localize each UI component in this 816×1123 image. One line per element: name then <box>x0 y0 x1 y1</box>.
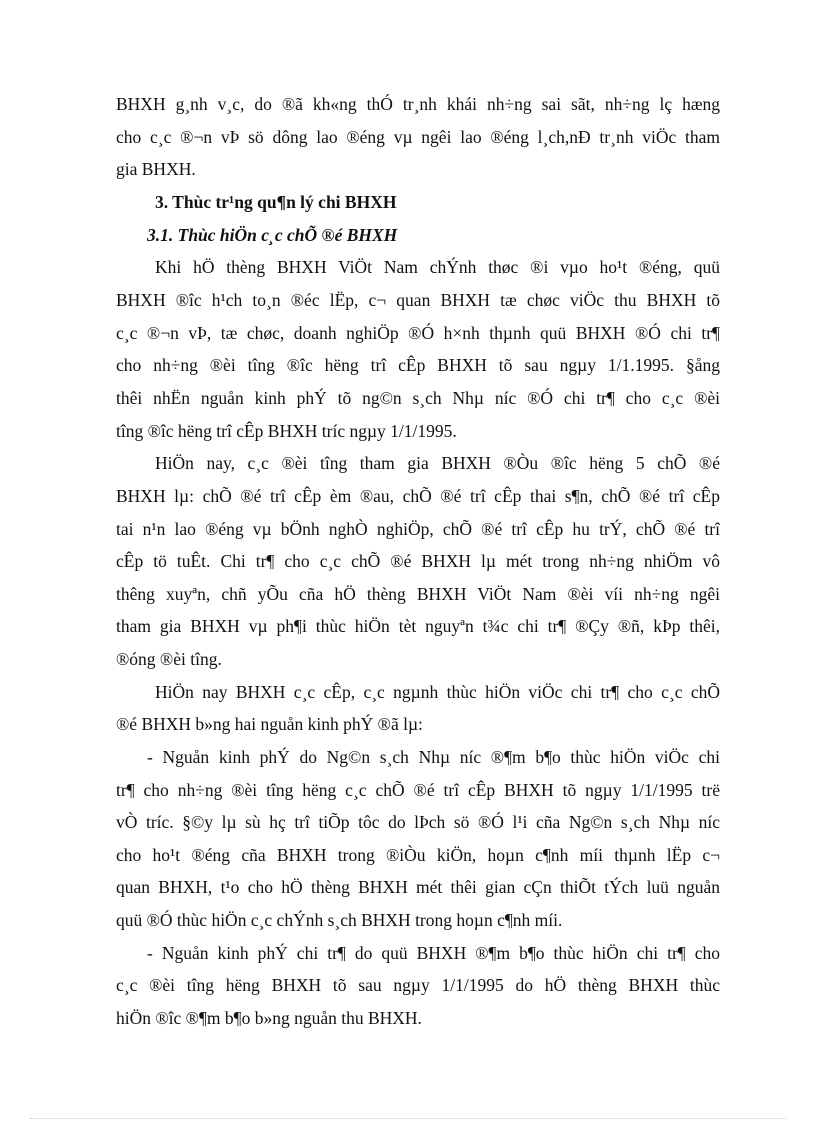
text-line: tham gia BHXH vµ ph¶i thùc hiÖn tèt nguyªn t¾c chi tr¶ ®Çy ®ñ, kÞp thêi, <box>116 616 720 636</box>
text-line: cho c¸c ®¬n vÞ sö dông lao ®éng vµ ngêi lao ®éng l¸ch,nÐ tr¸nh viÖc tham <box>116 127 720 147</box>
footer-divider <box>30 1118 786 1119</box>
text-line: BHXH lµ: chÕ ®é trî cÊp èm ®au, chÕ ®é trî cÊp thai s¶n, chÕ ®é trî cÊp <box>116 486 720 506</box>
text-line: - Nguån kinh phÝ chi tr¶ do quü BHXH ®¶m b¶o thùc hiÖn chi tr¶ cho <box>147 943 720 963</box>
text-line: thêng xuyªn, chñ yÕu cña hÖ thèng BHXH ViÖt Nam ®èi víi nh÷ng ngêi <box>116 584 720 604</box>
section-heading: 3. Thùc tr¹ng qu¶n lý chi BHXH <box>155 192 397 212</box>
subsection-heading: 3.1. Thùc hiÖn c¸c chÕ ®é BHXH <box>147 225 398 245</box>
text-line: BHXH g¸nh v¸c, do ®ã kh«ng thÓ tr¸nh khái nh÷ng sai sãt, nh÷ng lç hæng <box>116 94 720 114</box>
text-line: tai n¹n lao ®éng vµ bÖnh nghÒ nghiÖp, chÕ ®é trî cÊp hu trÝ, chÕ ®é trî <box>116 519 720 539</box>
text-line: tr¶ cho nh÷ng ®èi tîng hëng c¸c chÕ ®é trî cÊp BHXH tõ ngµy 1/1/1995 trë <box>116 780 720 800</box>
text-line: quan BHXH, t¹o cho hÖ thèng BHXH mét thêi gian cÇn thiÕt tÝch luü nguån <box>116 877 720 897</box>
text-line: cho nh÷ng ®èi tîng ®îc hëng trî cÊp BHXH tõ sau ngµy 1/1.1995. §ång <box>116 355 720 375</box>
text-line: Khi hÖ thèng BHXH ViÖt Nam chÝnh thøc ®i vµo ho¹t ®éng, quü <box>155 257 720 277</box>
text-line: quü ®Ó thùc hiÖn c¸c chÝnh s¸ch BHXH trong hoµn c¶nh míi. <box>116 910 563 930</box>
text-line: ®é BHXH b»ng hai nguån kinh phÝ ®ã lµ: <box>116 714 423 734</box>
text-line: cho ho¹t ®éng cña BHXH trong ®iÒu kiÖn, hoµn c¶nh míi thµnh lËp c¬ <box>116 845 720 865</box>
text-line: gia BHXH. <box>116 159 196 179</box>
text-line: c¸c ®¬n vÞ, tæ chøc, doanh nghiÖp ®Ó h×nh thµnh quü BHXH ®Ó chi tr¶ <box>116 323 720 343</box>
text-line: thêi nhËn nguån kinh phÝ tõ ng©n s¸ch Nhµ níc ®Ó chi tr¶ cho c¸c ®èi <box>116 388 720 408</box>
text-line: hiÖn ®îc ®¶m b¶o b»ng nguån thu BHXH. <box>116 1008 422 1028</box>
text-line: cÊp tö tuÊt. Chi tr¶ cho c¸c chÕ ®é BHXH lµ mét trong nh÷ng nhiÖm vô <box>116 551 720 571</box>
text-line: vÒ tríc. §©y lµ sù hç trî tiÕp tôc do lÞch sö ®Ó l¹i cña Ng©n s¸ch Nhµ níc <box>116 812 720 832</box>
text-line: HiÖn nay, c¸c ®èi tîng tham gia BHXH ®Òu ®îc hëng 5 chÕ ®é <box>155 453 720 473</box>
text-line: - Nguån kinh phÝ do Ng©n s¸ch Nhµ níc ®¶m b¶o thùc hiÖn viÖc chi <box>147 747 720 767</box>
text-line: HiÖn nay BHXH c¸c cÊp, c¸c ngµnh thùc hiÖn viÖc chi tr¶ cho c¸c chÕ <box>155 682 720 702</box>
text-line: ®óng ®èi tîng. <box>116 649 222 669</box>
text-line: tîng ®îc hëng trî cÊp BHXH tríc ngµy 1/1/1995. <box>116 421 457 441</box>
text-line: BHXH ®îc h¹ch to¸n ®éc lËp, c¬ quan BHXH tæ chøc viÖc thu BHXH tõ <box>116 290 720 310</box>
text-line: c¸c ®èi tîng hëng BHXH tõ sau ngµy 1/1/1995 do hÖ thèng BHXH thùc <box>116 975 720 995</box>
